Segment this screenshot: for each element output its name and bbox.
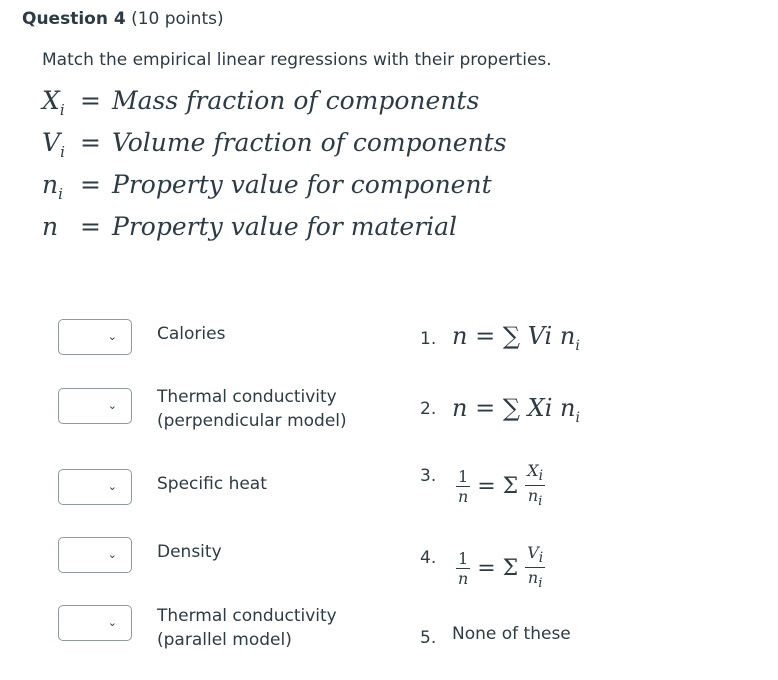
option-number: 4. (420, 548, 437, 568)
chevron-down-icon: ⌄ (107, 616, 117, 629)
match-select-thermal-perpendicular[interactable] (58, 388, 132, 424)
option-number: 2. (420, 399, 437, 419)
option-2-formula: n = ∑ Xi $n_i$ (452, 394, 580, 426)
chevron-down-icon: ⌄ (107, 480, 117, 493)
option-1-formula: n = ∑ Vi $n_i$ (452, 322, 580, 354)
match-select-density[interactable] (58, 537, 132, 573)
property-label-density: Density (157, 542, 222, 562)
property-label-thermal-perpendicular: Thermal conductivity (perpendicular model) (157, 387, 347, 431)
option-4-formula: $\frac{1}{n}$ = Σ $\frac{V_i}{n_i}$ (457, 543, 544, 592)
question-label: Question 4 (22, 9, 126, 29)
option-3-formula: $\frac{1}{n}$ = Σ $\frac{X_i}{n_i}$ (457, 461, 544, 510)
property-label-specific-heat: Specific heat (157, 474, 267, 494)
chevron-down-icon: ⌄ (107, 330, 117, 343)
option-number: 3. (420, 466, 437, 486)
property-label-calories: Calories (157, 324, 226, 344)
question-header (22, 9, 224, 29)
question-points: (10 points) (131, 9, 224, 29)
property-label-thermal-parallel: Thermal conductivity (parallel model) (157, 606, 337, 650)
option-number: 5. (420, 628, 437, 648)
chevron-down-icon: ⌄ (107, 399, 117, 412)
match-select-thermal-parallel[interactable] (58, 605, 132, 641)
option-5-text: None of these (452, 624, 571, 644)
match-select-calories[interactable] (58, 319, 132, 355)
match-select-specific-heat[interactable] (58, 469, 132, 505)
chevron-down-icon: ⌄ (107, 548, 117, 561)
option-number: 1. (420, 329, 437, 349)
question-prompt: Match the empirical linear regressions with their properties. (42, 50, 552, 70)
